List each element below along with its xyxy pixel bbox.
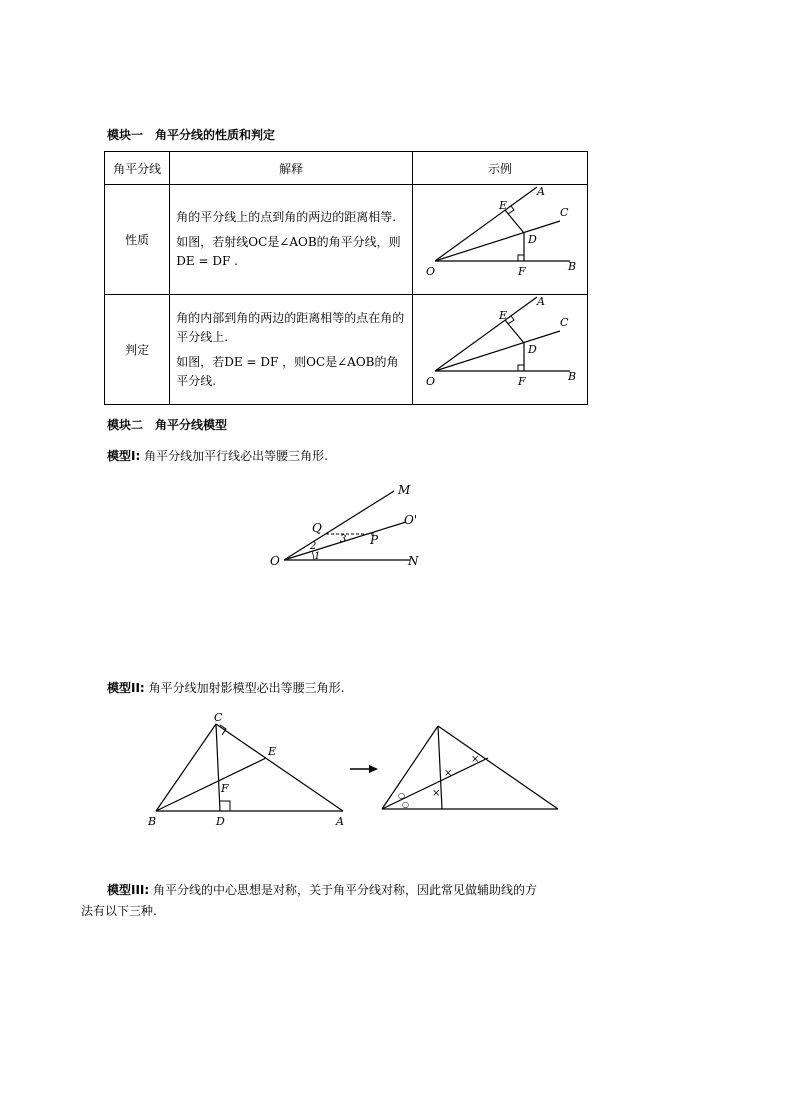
bisector-line (382, 758, 488, 809)
row-name-property: 性质 (105, 185, 170, 295)
explanation-text: 角的平分线上的点到角的两边的距离相等. (176, 210, 397, 224)
label-angle-3: 3 (340, 534, 347, 545)
model3-text-line2: 法有以下三种. (81, 904, 157, 918)
label-angle-1: 1 (314, 551, 321, 562)
criterion-figure (413, 295, 587, 401)
label-m: M (398, 483, 411, 497)
bisector-be (156, 758, 266, 811)
right-angle-c-mark (220, 725, 226, 735)
label-f: F (517, 375, 526, 388)
table-header-row (105, 152, 588, 185)
module1-title: 模块一 角平分线的性质和判定 (107, 128, 276, 142)
side-ca (216, 724, 343, 811)
label-p: P (370, 533, 379, 547)
ray-om (284, 491, 394, 560)
model3-line1 (107, 880, 607, 900)
label-q: Q (312, 521, 322, 535)
model2-figure (146, 708, 566, 832)
explanation-text: 如图，若射线OC是∠AOB的角平分线，则DE = DF . (176, 235, 401, 268)
right-angle-d-mark (220, 801, 230, 811)
label-c: C (559, 316, 569, 329)
table-header-cell: 示例 (412, 152, 587, 185)
label-b: B (148, 815, 157, 828)
side-left (382, 726, 441, 809)
segment-de (505, 320, 524, 343)
label-o: O (425, 375, 436, 388)
label-f: F (517, 265, 526, 278)
ray-oa (435, 187, 537, 261)
equal-angle-cross-mark: × (471, 754, 480, 765)
model2-statement (107, 678, 344, 698)
table-header-cell: 解释 (170, 152, 413, 185)
side-right (438, 726, 558, 809)
label-angle-2: 2 (310, 541, 317, 552)
module2-title: 模块二 角平分线模型 (107, 418, 228, 432)
equal-angle-cross-mark: × (444, 768, 453, 779)
label-b: B (567, 260, 577, 273)
ray-oc (435, 221, 560, 261)
label-b: B (567, 370, 577, 383)
side-bc (156, 724, 216, 811)
model1-figure (260, 478, 430, 574)
model3-statement (107, 880, 607, 900)
label-e: E (498, 199, 508, 212)
label-d: D (527, 343, 537, 356)
table-row (105, 185, 588, 295)
label-e: E (498, 309, 508, 322)
model1-statement (107, 446, 328, 466)
label-n: N (408, 554, 419, 568)
label-c: C (559, 206, 569, 219)
altitude-cd (216, 724, 220, 811)
label-a: A (336, 815, 344, 828)
property-figure (413, 185, 587, 291)
right-angle-f-mark (518, 255, 524, 261)
label-o: O (270, 554, 280, 568)
example-figure-cell (412, 185, 587, 295)
explanation-text: 角的内部到角的两边的距离相等的点在角的平分线上. (176, 310, 405, 344)
row-explanation (170, 295, 413, 405)
model2-label: 模型II: (107, 681, 145, 695)
label-c: C (214, 711, 223, 724)
ray-oa (435, 297, 537, 371)
label-a: A (536, 185, 545, 198)
equal-angle-circle-mark: ○ (402, 800, 409, 809)
model1-label: 模型I: (107, 449, 141, 463)
model2-text: 角平分线加射影模型必出等腰三角形. (148, 681, 345, 695)
row-explanation (170, 185, 413, 295)
example-figure-cell (412, 295, 587, 405)
label-f: F (221, 782, 229, 795)
model3-label: 模型III: (107, 883, 150, 897)
angle-bisector-table (104, 151, 588, 405)
label-o: O (425, 265, 436, 278)
label-o-prime: O' (404, 513, 418, 527)
model3-text-line1: 角平分线的中心思想是对称，关于角平分线对称，因此常见做辅助线的方 (153, 883, 538, 897)
equal-angle-circle-mark: ○ (398, 791, 405, 800)
right-angle-f-mark (518, 365, 524, 371)
arrow-right-icon (369, 765, 378, 773)
label-d: D (216, 815, 225, 828)
label-d: D (527, 233, 537, 246)
equal-angle-cross-mark: × (432, 788, 441, 799)
segment-de (505, 210, 524, 233)
model1-text: 角平分线加平行线必出等腰三角形. (144, 449, 328, 463)
explanation-text: 如图，若DE = DF ，则OC是∠AOB的角平分线. (176, 354, 399, 388)
label-a: A (536, 295, 545, 308)
table-row (105, 295, 588, 405)
label-e: E (268, 745, 277, 758)
row-name-criterion: 判定 (105, 295, 170, 405)
ray-oc (435, 331, 560, 371)
table-header-cell: 角平分线 (105, 152, 170, 185)
